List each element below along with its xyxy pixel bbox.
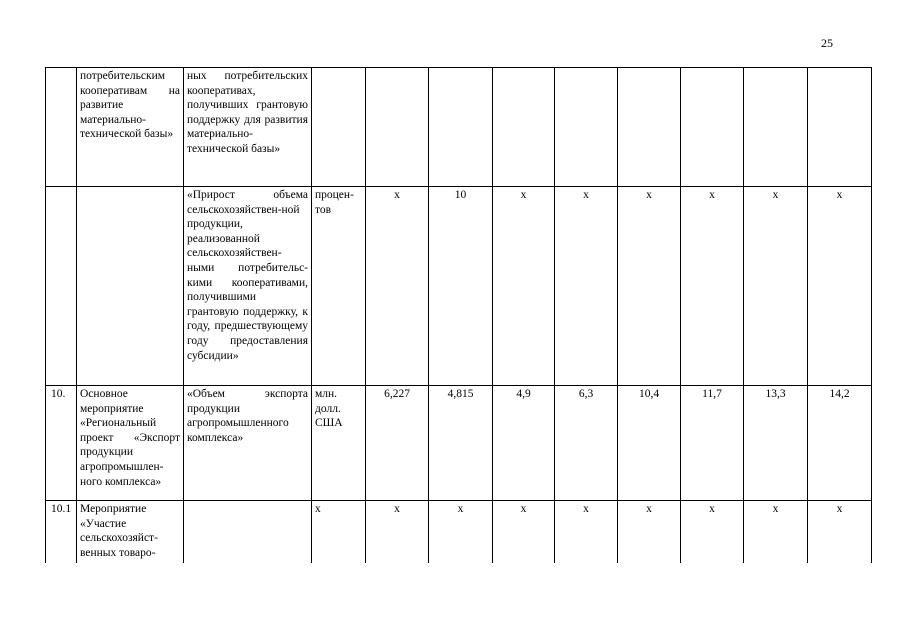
value-cell: 10,4: [618, 386, 681, 501]
value-cell: 4,815: [429, 386, 493, 501]
table-row: [46, 501, 872, 564]
value-cell: х: [555, 187, 618, 386]
table-row: [46, 386, 872, 501]
row-number-cell: [46, 187, 77, 386]
value-cell: х: [744, 501, 808, 564]
value-cell: х: [493, 187, 555, 386]
value-cell: [808, 68, 872, 187]
value-cell: х: [366, 187, 429, 386]
table-row: [46, 68, 872, 187]
value-cell: [366, 68, 429, 187]
event-name-cell: Мероприятие «Участие сельскохозяйст-венных товаро-: [77, 501, 184, 564]
row-number-cell: 10.1: [46, 501, 77, 564]
value-cell: [744, 68, 808, 187]
value-cell: 10: [429, 187, 493, 386]
event-name-cell: потребительским кооперативам на развитие материально-технической базы»: [77, 68, 184, 187]
value-cell: [681, 68, 744, 187]
indicator-name-cell: «Объем экспорта продукции агропромышленного комплекса»: [184, 386, 312, 501]
value-cell: х: [493, 501, 555, 564]
row-number-cell: 10.: [46, 386, 77, 501]
value-cell: х: [366, 501, 429, 564]
value-cell: х: [555, 501, 618, 564]
unit-cell: [312, 68, 366, 187]
value-cell: х: [618, 501, 681, 564]
value-cell: 6,3: [555, 386, 618, 501]
value-cell: х: [744, 187, 808, 386]
value-cell: х: [808, 187, 872, 386]
unit-cell: млн. долл. США: [312, 386, 366, 501]
indicator-name-cell: ных потребительских кооперативах, получивших грантовую поддержку для развития материально-технической базы»: [184, 68, 312, 187]
value-cell: 13,3: [744, 386, 808, 501]
event-name-cell: [77, 187, 184, 386]
unit-cell: процен-тов: [312, 187, 366, 386]
row-number-cell: [46, 68, 77, 187]
value-cell: 6,227: [366, 386, 429, 501]
value-cell: х: [681, 501, 744, 564]
value-cell: 11,7: [681, 386, 744, 501]
value-cell: х: [808, 501, 872, 564]
indicator-name-cell: «Прирост объема сельскохозяйствен-ной продукции, реализованной сельскохозяйствен-ными потребительс-кими кооперативами, получившими грантовую поддержку, к году, предшествующему году предоставления субсидии»: [184, 187, 312, 386]
unit-cell: х: [312, 501, 366, 564]
value-cell: [493, 68, 555, 187]
program-indicators-table: [45, 67, 872, 563]
event-name-cell: Основное мероприятие «Региональный проект «Экспорт продукции агропромышлен-ного комплекса»: [77, 386, 184, 501]
value-cell: х: [681, 187, 744, 386]
table-row: [46, 187, 872, 386]
value-cell: 4,9: [493, 386, 555, 501]
value-cell: [555, 68, 618, 187]
value-cell: х: [618, 187, 681, 386]
page-number: 25: [821, 36, 833, 50]
value-cell: [429, 68, 493, 187]
value-cell: 14,2: [808, 386, 872, 501]
value-cell: [618, 68, 681, 187]
value-cell: х: [429, 501, 493, 564]
indicator-name-cell: [184, 501, 312, 564]
